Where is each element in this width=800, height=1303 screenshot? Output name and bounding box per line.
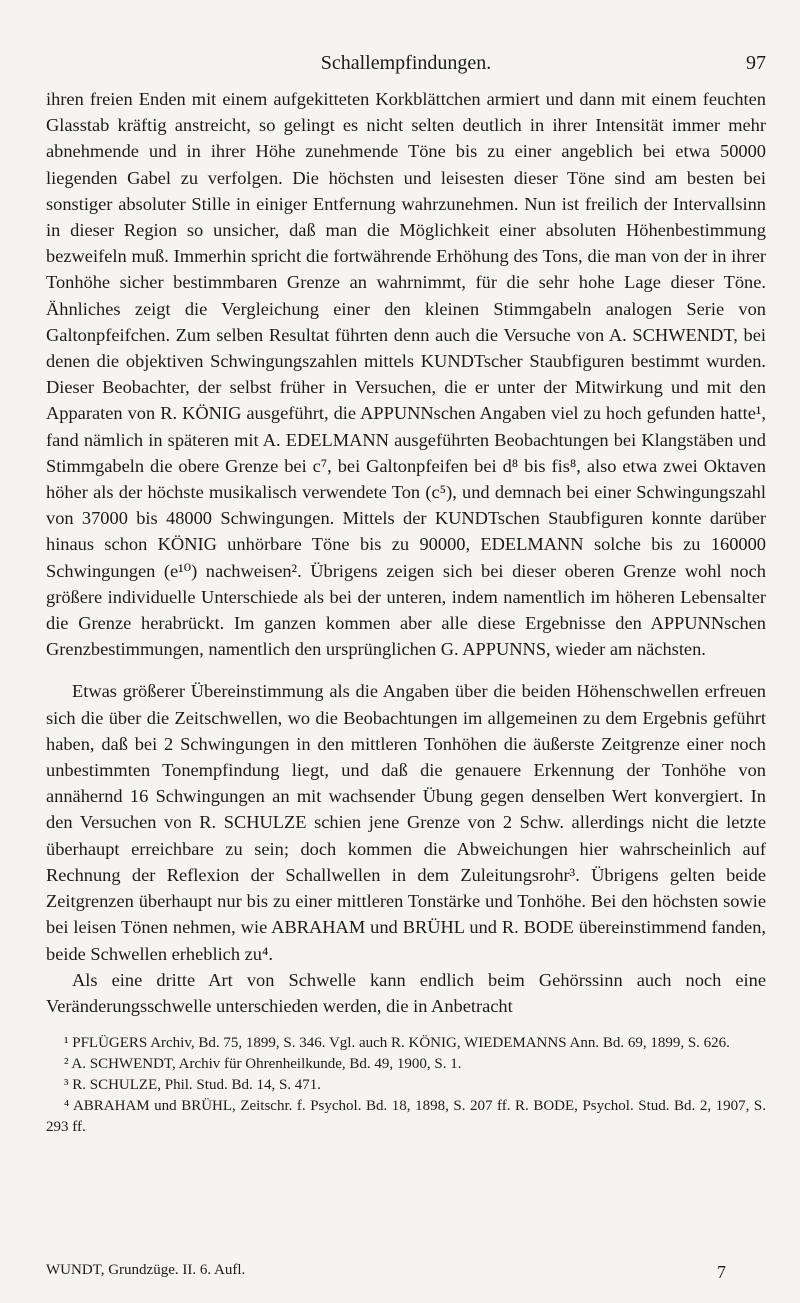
body-text bbox=[46, 86, 766, 1019]
footnote: ¹ PFLÜGERS Archiv, Bd. 75, 1899, S. 346. Vgl. auch R. KÖNIG, WIEDEMANNS Ann. Bd. 69, 1899, S. 626. bbox=[64, 1035, 730, 1052]
paragraph: Als eine dritte Art von Schwelle kann endlich beim Gehörssinn auch noch eine Veränderungsschwelle unterschieden werden, die in Anbetracht bbox=[46, 969, 766, 1016]
paragraph: ihren freien Enden mit einem aufgekitteten Korkblättchen armiert und dann mit einem feuchten Glasstab kräftig anstreicht, so gelingt es nicht selten deutlich in ihrer Intensität immer mehr abnehmende und in ihrer Höhe zunehmende Töne bis zu einer angeblich bei etwa 50000 liegenden Gabel zu verfolgen. Die höchsten und leisesten dieser Töne sind am besten bei sonstiger absoluter Stille in einiger Entfernung wahrzunehmen. Nun ist freilich der Intervallsinn in dieser Region so unsicher, daß man die Möglichkeit einer absoluten Höhenbestimmung bezweifeln muß. Immerhin spricht die fortwährende Erhöhung des Tons, die man von der in ihrer Tonhöhe sicher bestimmbaren Grenze an wahrnimmt, für die sehr hohe Lage dieser Töne. Ähnliches zeigt die Vergleichung einer den kleinen Stimmgabeln analogen Serie von Galtonpfeifchen. Zum selben Resultat führten denn auch die Versuche von A. SCHWENDT, bei denen die objektiven Schwingungszahlen mittels KUNDTscher Staubfiguren bestimmt wurden. Dieser Beobachter, der selbst früher in Versuchen, die er unter der Mitwirkung und mit den Apparaten von R. KÖNIG ausgeführt, die APPUNNschen Angaben viel zu hoch gefunden hatte¹, fand nämlich in späteren mit A. EDELMANN ausgeführten Beobachtungen bei Klangstäben und Stimmgabeln die obere Grenze bei c⁷, bei Galtonpfeifen bei d⁸ bis fis⁸, also etwa zwei Oktaven höher als der höchste musikalisch verwendete Ton (c⁵), und demnach bei einer Schwingungszahl von 37000 bis 48000 Schwingungen. Mittels der KUNDTschen Staubfiguren konnte darüber hinaus schon KÖNIG unhörbare Töne bis zu 90000, EDELMANN solche bis zu 160000 Schwingungen (e¹⁰) nachweisen². Übrigens zeigen sich bei dieser oberen Grenze wohl noch größere individuelle Unterschiede als bei der unteren, indem namentlich im höheren Lebensalter die Grenze herabrückt. Im ganzen kommen aber alle diese Ergebnisse den APPUNNschen Grenzbestimmungen, namentlich den ursprünglichen G. APPUNNS, wieder am nächsten. bbox=[46, 89, 766, 660]
running-title: Schallempfindungen. bbox=[320, 52, 492, 74]
page-header bbox=[46, 0, 766, 86]
page-number: 97 bbox=[746, 52, 766, 74]
book-page bbox=[46, 0, 766, 1282]
signature-mark: 7 bbox=[717, 1262, 726, 1282]
footnotes bbox=[46, 1033, 766, 1138]
paragraph: Etwas größerer Übereinstimmung als die Angaben über die beiden Höhenschwellen erfreuen sich die über die Zeitschwellen, wo die Beobachtungen im allgemeinen zu dem Ergebnis geführt haben, daß bei 2 Schwingungen in den mittleren Tonhöhen die äußerste Zeitgrenze einer noch unbestimmten Tonempfindung liegt, und daß die genauere Erkennung der Tonhöhe von annähernd 16 Schwingungen an mit wachsender Übung gegen denselben Wert konvergiert. In den Versuchen von R. SCHULZE schien jene Grenze von 2 Schw. allerdings nicht die letzte überhaupt erreichbare zu sein; doch kommen die Abweichungen hier wahrscheinlich auf Rechnung der Reflexion der Schallwellen in dem Zuleitungsrohr³. Übrigens gelten beide Zeitgrenzen überhaupt nur bis zu einer mittleren Tonstärke und Tonhöhe. Bei den höchsten sowie bei leisen Tönen nehmen, wie ABRAHAM und BRÜHL und R. BODE übereinstimmend fanden, beide Schwellen erheblich zu⁴. bbox=[46, 681, 766, 964]
footnote: ⁴ ABRAHAM und BRÜHL, Zeitschr. f. Psychol. Bd. 18, 1898, S. 207 ff. R. BODE, Psychol. Stud. Bd. 2, 1907, S. 293 ff. bbox=[46, 1098, 766, 1136]
footnote: ³ R. SCHULZE, Phil. Stud. Bd. 14, S. 471. bbox=[64, 1077, 322, 1094]
imprint-line: WUNDT, Grundzüge. II. 6. Aufl. bbox=[46, 1262, 246, 1278]
footnote: ² A. SCHWENDT, Archiv für Ohrenheilkunde, Bd. 49, 1900, S. 1. bbox=[64, 1056, 462, 1073]
